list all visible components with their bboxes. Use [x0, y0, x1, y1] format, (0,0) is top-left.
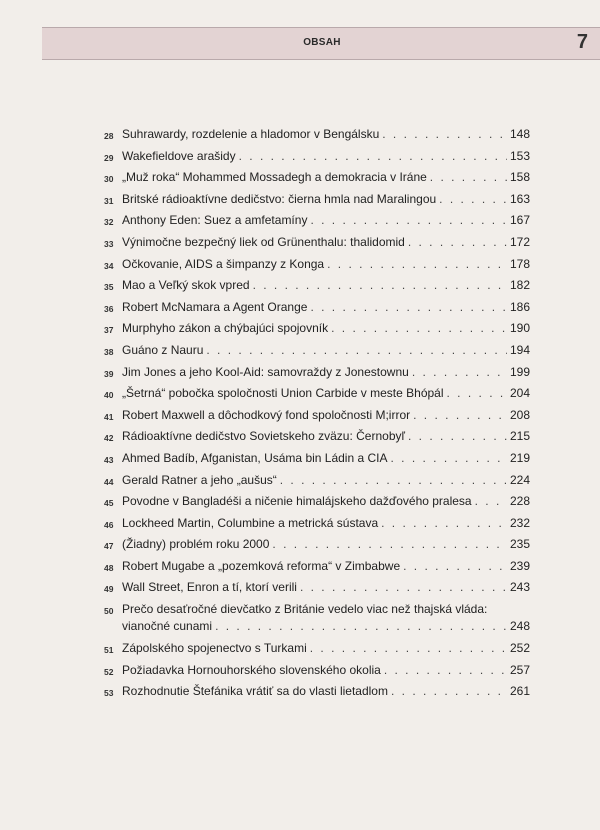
dot-leader	[215, 618, 507, 635]
dot-leader	[331, 320, 507, 337]
chapter-page: 182	[509, 278, 530, 293]
chapter-page: 243	[509, 580, 530, 595]
chapter-number: 49	[104, 584, 114, 595]
dot-leader	[206, 342, 507, 359]
dot-leader	[280, 472, 507, 489]
page-number: 7	[576, 31, 588, 53]
dot-leader	[412, 364, 507, 381]
toc-entry	[104, 342, 530, 364]
chapter-title: Suhrawardy, rozdelenie a hladomor v Bengálsku	[122, 127, 380, 141]
chapter-title-continued: vianočné cunami	[122, 619, 213, 634]
toc-entry	[104, 148, 530, 170]
chapter-page: 172	[509, 234, 530, 249]
toc-entry	[104, 536, 530, 558]
toc-entry	[104, 277, 530, 299]
dot-leader	[430, 169, 507, 186]
chapter-number: 50	[104, 606, 114, 617]
chapter-number: 45	[104, 498, 114, 509]
chapter-title: Lockheed Martin, Columbine a metrická sústava	[122, 515, 379, 530]
toc-entry	[104, 234, 530, 256]
chapter-page: 248	[509, 619, 530, 634]
chapter-number: 41	[104, 411, 114, 422]
chapter-page: 228	[509, 494, 530, 509]
toc-entry	[104, 212, 530, 234]
dot-leader	[408, 234, 507, 251]
chapter-page: 257	[509, 662, 530, 677]
dot-leader	[439, 191, 507, 208]
chapter-number: 30	[104, 174, 114, 185]
chapter-number: 38	[104, 346, 114, 357]
section-title: OBSAH	[303, 37, 341, 48]
toc-entry	[104, 683, 530, 705]
chapter-number: 42	[104, 433, 114, 444]
toc-entry	[104, 493, 530, 515]
page-header	[42, 27, 600, 60]
chapter-number: 44	[104, 476, 114, 487]
dot-leader	[475, 493, 507, 510]
chapter-page: 208	[509, 407, 530, 422]
chapter-number: 51	[104, 645, 114, 656]
dot-leader	[384, 662, 507, 679]
chapter-page: 252	[509, 641, 530, 656]
chapter-page: 261	[509, 684, 530, 699]
chapter-title: Rozhodnutie Štefánika vrátiť sa do vlasti lietadlom	[122, 684, 388, 699]
dot-leader	[310, 640, 507, 657]
chapter-number: 39	[104, 368, 114, 379]
toc-entry	[104, 320, 530, 342]
chapter-page: 194	[509, 342, 530, 357]
chapter-number: 46	[104, 519, 114, 530]
chapter-page: 148	[509, 127, 530, 141]
chapter-number: 32	[104, 217, 114, 228]
chapter-title: Požiadavka Hornouhorského slovenského okolia	[122, 662, 381, 677]
chapter-number: 37	[104, 325, 114, 336]
chapter-title: „Muž roka“ Mohammed Mossadegh a demokracia v Iráne	[122, 170, 427, 185]
chapter-title: Robert Maxwell a dôchodkový fond spoločnosti M;irror	[122, 407, 411, 422]
dot-leader	[447, 385, 507, 402]
chapter-page: 224	[509, 472, 530, 487]
toc-entry	[104, 662, 530, 684]
dot-leader	[253, 277, 507, 294]
toc-entry	[104, 169, 530, 191]
dot-leader	[403, 558, 507, 575]
dot-leader	[413, 407, 507, 424]
dot-leader	[391, 683, 507, 700]
toc-entry	[104, 256, 530, 278]
chapter-number: 31	[104, 195, 114, 206]
chapter-page: 235	[509, 537, 530, 552]
chapter-page: 232	[509, 515, 530, 530]
toc-entry	[104, 450, 530, 472]
chapter-title: (Žiadny) problém roku 2000	[122, 537, 270, 552]
chapter-title: Guáno z Nauru	[122, 342, 204, 357]
toc-entry	[104, 364, 530, 386]
toc-entry	[104, 428, 530, 450]
toc-entry	[104, 407, 530, 429]
chapter-number: 48	[104, 562, 114, 573]
chapter-title: Robert Mugabe a „pozemková reforma“ v Zimbabwe	[122, 558, 401, 573]
chapter-number: 33	[104, 238, 114, 249]
dot-leader	[381, 515, 507, 532]
dot-leader	[272, 536, 507, 553]
chapter-page: 167	[509, 213, 530, 228]
chapter-number: 35	[104, 282, 114, 293]
toc-entry	[104, 515, 530, 537]
chapter-number: 43	[104, 454, 114, 465]
toc-entry	[104, 299, 530, 321]
chapter-page: 186	[509, 299, 530, 314]
chapter-page: 158	[509, 170, 530, 185]
toc-entry	[104, 558, 530, 580]
chapter-page: 178	[509, 256, 530, 271]
chapter-page: 215	[509, 429, 530, 444]
table-of-contents	[104, 126, 530, 705]
chapter-page: 153	[509, 148, 530, 163]
chapter-title: Wakefieldove arašidy	[122, 148, 236, 163]
chapter-title: Prečo desaťročné dievčatko z Británie vedelo viac než thajská vláda:	[122, 602, 488, 617]
dot-leader	[310, 212, 507, 229]
chapter-page: 239	[509, 558, 530, 573]
chapter-number: 36	[104, 303, 114, 314]
chapter-title: „Šetrná“ pobočka spoločnosti Union Carbide v meste Bhópál	[122, 386, 444, 401]
chapter-title: Ahmed Badíb, Afganistan, Usáma bin Ládin a CIA	[122, 450, 388, 465]
toc-entry	[104, 640, 530, 662]
chapter-title: Mao a Veľký skok vpred	[122, 278, 250, 293]
chapter-number: 28	[104, 131, 114, 141]
dot-leader	[239, 148, 507, 165]
chapter-number: 29	[104, 152, 114, 163]
chapter-number: 52	[104, 666, 114, 677]
chapter-page: 163	[509, 191, 530, 206]
toc-entry	[104, 579, 530, 601]
dot-leader	[382, 126, 507, 143]
chapter-title: Anthony Eden: Suez a amfetamíny	[122, 213, 308, 228]
chapter-title: Výnimočne bezpečný liek od Grünenthalu: thalidomid	[122, 234, 405, 249]
chapter-title: Britské rádioaktívne dedičstvo: čierna hmla nad Maralingou	[122, 191, 437, 206]
chapter-title: Gerald Ratner a jeho „aušus“	[122, 472, 277, 487]
chapter-page: 199	[509, 364, 530, 379]
chapter-title: Rádioaktívne dedičstvo Sovietskeho zväzu: Černobyľ	[122, 429, 405, 444]
toc-entry	[104, 385, 530, 407]
chapter-title: Murphyho zákon a chýbajúci spojovník	[122, 321, 329, 336]
chapter-page: 219	[509, 450, 530, 465]
chapter-page: 190	[509, 321, 530, 336]
chapter-number: 53	[104, 688, 114, 699]
chapter-title: Robert McNamara a Agent Orange	[122, 299, 308, 314]
chapter-title: Wall Street, Enron a tí, ktorí verili	[122, 580, 297, 595]
chapter-title: Jim Jones a jeho Kool-Aid: samovraždy z Jonestownu	[122, 364, 409, 379]
dot-leader	[391, 450, 507, 467]
chapter-title: Povodne v Bangladéši a ničenie himalájskeho dažďového pralesa	[122, 494, 472, 509]
dot-leader	[408, 428, 507, 445]
toc-entry	[104, 191, 530, 213]
toc-entry	[104, 601, 530, 640]
toc-entry	[104, 472, 530, 494]
chapter-title: Očkovanie, AIDS a šimpanzy z Konga	[122, 256, 325, 271]
toc-entry	[104, 126, 530, 148]
dot-leader	[310, 299, 507, 316]
chapter-page: 204	[509, 386, 530, 401]
chapter-title: Zápolského spojenectvo s Turkami	[122, 641, 307, 656]
dot-leader	[300, 579, 507, 596]
chapter-number: 47	[104, 541, 114, 552]
dot-leader	[327, 256, 507, 273]
chapter-number: 34	[104, 260, 114, 271]
chapter-number: 40	[104, 390, 114, 401]
